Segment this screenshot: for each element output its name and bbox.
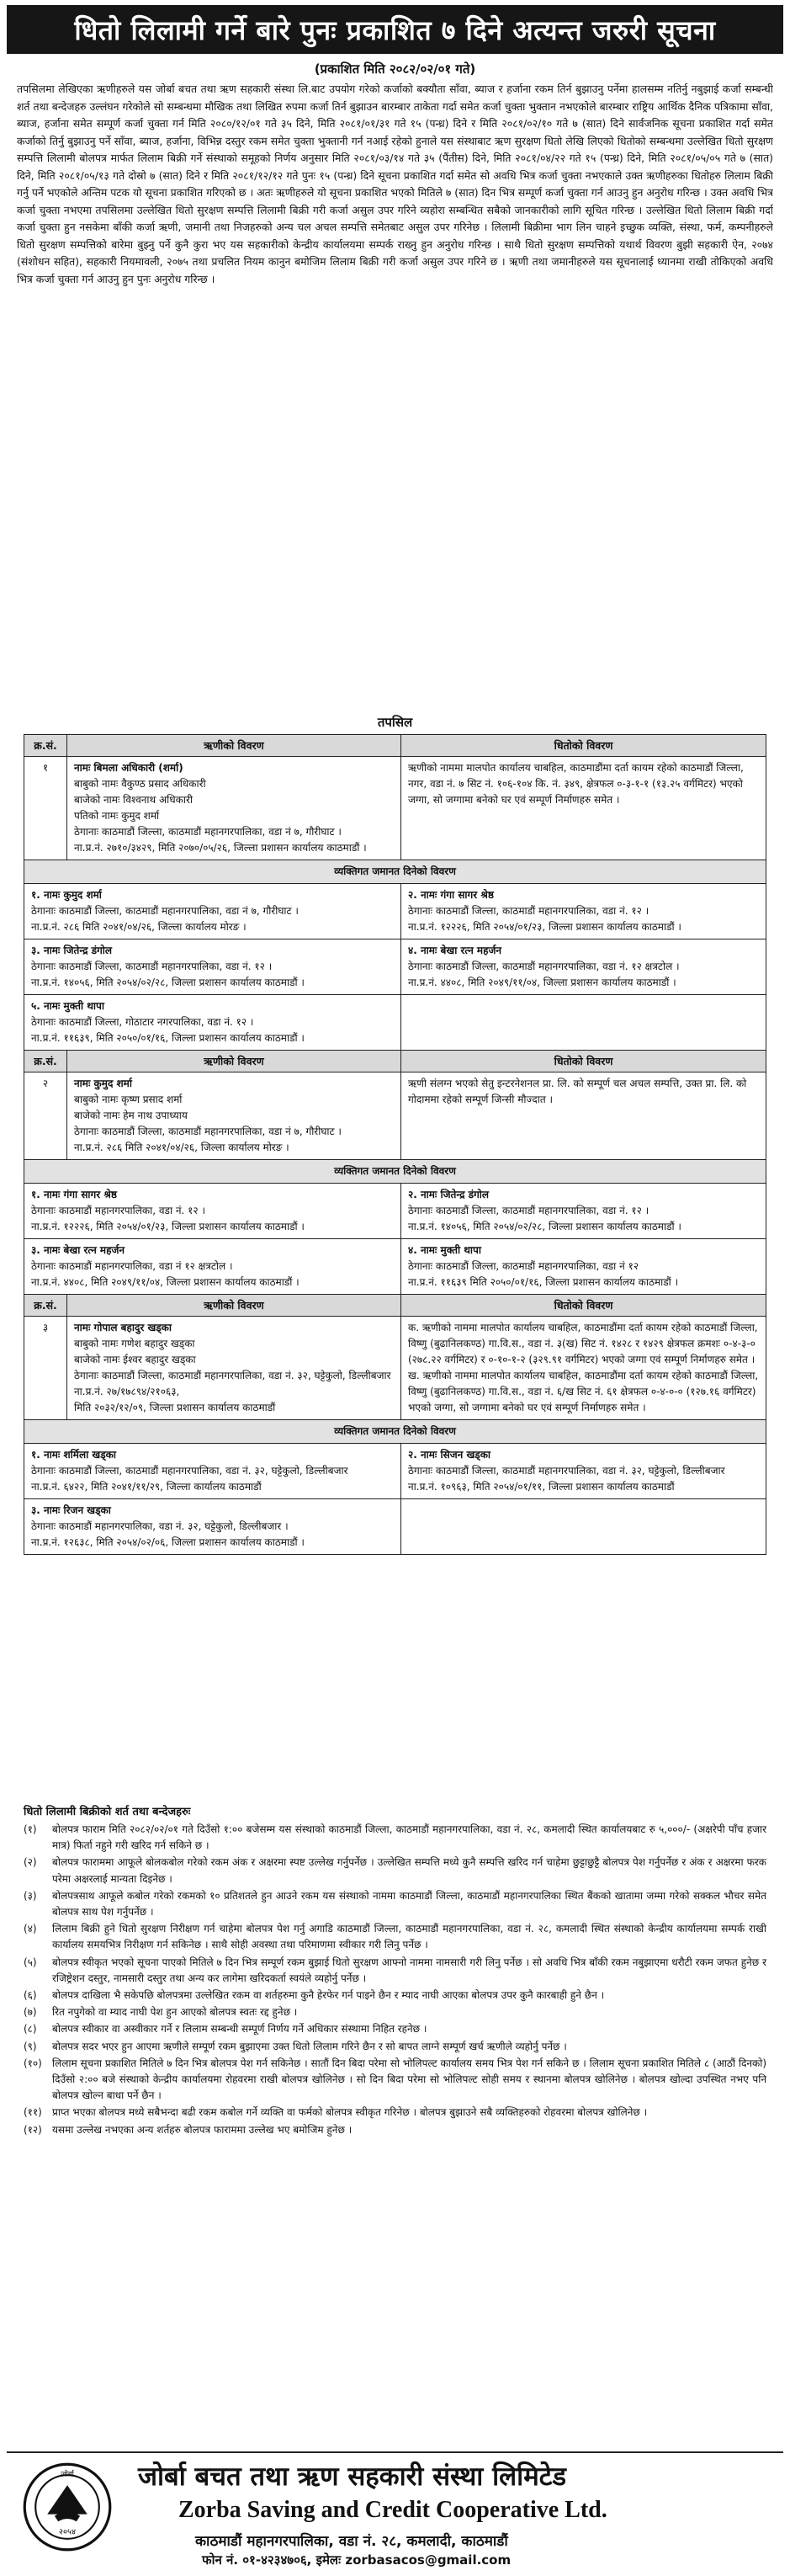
detail-line: ना.प्र.नं. २८६ मिति २०४१/०४/२६, जिल्ला कार्यालय मोरङ ।: [74, 1142, 289, 1153]
detail-line: ठेगानाः काठमाडौं महानगरपालिका, वडा नं. ३२, घट्टेकुलो, डिल्लीबजार ।: [31, 1520, 289, 1532]
term-text: लिलाम सूचना प्रकाशित मितिले ७ दिन भित्र बोलपत्र पेश गर्न सकिनेछ । सातौं दिन बिदा परेमा सो भोलिपल्ट कार्यालय समय भित्र पेश गर्न सकिने छ । लिलाम सूचना प्रकाशित मितिले ८ (आठौं दिनको) दिउँसो २:०० बजे संस्थाको केन्द्रीय कार्यालयमा रोहवरमा राखी बोलपत्र खोलिनेछ । सो दिन बिदा परेमा सो भोलिपल्ट सोही समय र स्थानमा बोलपत्र खोलिनेछ । बोलपत्र खोल्दा उपस्थित नभए पनि बोलपत्र खोल्न बाधा पर्ने छैन ।: [52, 2057, 766, 2102]
guarantor-card: [401, 1184, 766, 1239]
guarantor-card: [24, 1184, 401, 1239]
detail-line: ना.प्र.नं. २८६ मिति २०४१/०४/२६, जिल्ला कार्यालय मोरङ ।: [31, 921, 247, 933]
sn-header: क्र.सं.: [24, 735, 67, 757]
detail-line: ठेगानाः काठमाडौं जिल्ला, काठमाडौं महानगरपालिका, वडा नं. १२ ।: [408, 905, 649, 917]
collateral-details: [401, 1072, 766, 1160]
collateral-header: धितोको विवरण: [401, 735, 766, 757]
detail-line: क. ऋणीको नाममा मालपोत कार्यालय चाबहिल, काठमाडौंमा दर्ता कायम रहेको काठमाडौं जिल्ला, विष्णु (बुढानिलकण्ठ) गा.वि.स., वडा नं. ३(ख) सिट नं. १४२८ र १४२९ क्षेत्रफल क्रमशः ०-४-३-० (२७८.२२ वर्गमिटर) र ०-१०-१-२ (३२९.९१ वर्गमिटर) भएको जग्गा एवं सम्पूर्ण निर्माणहरु समेत ।: [408, 1322, 758, 1365]
term-number: (८): [24, 2023, 37, 2036]
guarantor-card: [401, 1499, 766, 1555]
detail-line: मिति २०३२/१२/०९, जिल्ला प्रशासन कार्यालय काठमाडौं: [74, 1402, 276, 1413]
detail-line: ऋणी संलग्न भएको सेतु इन्टरनेशनल प्रा. लि. को सम्पूर्ण चल अचल सम्पत्ति, उक्त प्रा. लि. को गोदाममा रहेको सम्पूर्ण जिन्सी मौज्दात ।: [408, 1078, 747, 1105]
collateral-header: धितोको विवरण: [401, 1295, 766, 1317]
term-number: (१२): [24, 2123, 42, 2136]
detail-line: ठेगानाः काठमाडौं जिल्ला, काठमाडौं महानगरपालिका, वडा नं ७, गौरीघाट ।: [74, 1126, 342, 1137]
term-item: [24, 1921, 766, 1953]
detail-line: ना.प्र.नं. १४०५६, मिति २०५४/०२/२८, जिल्ला प्रशासन कार्यालय काठमाडौं ।: [31, 977, 305, 988]
term-number: (४): [24, 1923, 37, 1935]
detail-line: बाजेको नामः विश्वनाथ अधिकारी: [74, 794, 193, 806]
term-text: बोलपत्र दाखिला भै सकेपछि बोलपत्रमा उल्लेखित रकम वा शर्तहरुमा कुनै हेरफेर गर्न पाइने छैन र म्याद नाघी आएका बोलपत्र उपर कुनै कारबाही हुने छैन ।: [52, 1989, 605, 2002]
detail-line: पतिको नामः कुमुद शर्मा: [74, 810, 160, 822]
guarantor-header: व्यक्तिगत जमानत दिनेको विवरण: [24, 1160, 766, 1184]
term-item: [24, 2004, 766, 2020]
detail-line: नामः बिमला अधिकारी (शर्मा): [74, 762, 183, 774]
guarantor-card: [401, 1239, 766, 1295]
term-number: (२): [24, 1856, 37, 1869]
detail-line: ठेगानाः काठमाडौं जिल्ला, काठमाडौं महानगरपालिका, वडा नं. ३२, घट्टेकुलो, डिल्लीबजार: [408, 1465, 725, 1477]
detail-line: ठेगानाः काठमाडौं जिल्ला, काठमाडौं महानगरपालिका, वडा नं. ३२, घट्टेकुलो, डिल्लीबजार: [74, 1370, 391, 1381]
terms-list: [24, 1822, 766, 2139]
guarantor-card: [401, 939, 766, 995]
detail-line: ना.प्र.नं. १२२२६, मिति २०५४/०१/२३, जिल्ला प्रशासन कार्यालय काठमाडौं ।: [408, 921, 681, 933]
guarantor-card: [24, 1239, 401, 1295]
term-number: (३): [24, 1889, 37, 1902]
term-number: (१): [24, 1823, 37, 1835]
org-name-nepali: जोर्बा बचत तथा ऋण सहकारी संस्था लिमिटेड: [138, 2462, 566, 2492]
collateral-details: [401, 1317, 766, 1420]
borrower-details: [67, 1072, 401, 1160]
published-date: (प्रकाशित मिति २०८२/०२/०१ गते): [314, 61, 476, 77]
detail-line: ना.प्र.नं. १४०५६, मिति २०५४/०२/२८, जिल्ला प्रशासन कार्यालय काठमाडौं ।: [408, 1221, 681, 1232]
guarantor-card: [401, 884, 766, 939]
term-item: [24, 2122, 766, 2138]
detail-line: ठेगानाः काठमाडौं महानगरपालिका, वडा नं १२ क्षत्रटोल ।: [31, 1260, 233, 1272]
term-number: (७): [24, 2006, 37, 2019]
detail-line: ना.प्र.नं. ४४०८, मिति २०४९/११/०४, जिल्ला प्रशासन कार्यालय काठमाडौं ।: [408, 977, 676, 988]
detail-line: २. नामः गंगा सागर श्रेष्ठ: [408, 889, 494, 901]
notice-title-banner: [7, 5, 783, 54]
detail-line: ५. नामः मुक्ती थापा: [31, 1000, 104, 1012]
guarantor-card: [401, 995, 766, 1051]
terms-title: धितो लिलामी बिक्रीको शर्त तथा बन्देजहरुः: [24, 1806, 191, 1818]
record-sn: १: [24, 757, 67, 860]
borrower-details: [67, 757, 401, 860]
collateral-details: [401, 757, 766, 860]
logo-text: जोर्बा: [61, 2470, 74, 2479]
term-item: [24, 1888, 766, 1920]
term-text: बोलपत्र स्वीकृत भएको सूचना पाएको मितिले ७ दिन भित्र सम्पूर्ण रकम बुझाई धितो सुरक्षण आफ्नो नाममा नामसारी गरी लिनु पर्नेछ । सो अवधि भित्र बाँकी रकम नबुझाएमा धरौटी रकम जफत हुनेछ र रजिष्ट्रेशन दस्तुर, नामसारी दस्तुर तथा अन्य कर लागेमा खरिदकर्ता स्वयंले व्यहोर्नु पर्नेछ ।: [52, 1956, 766, 1984]
term-number: (९): [24, 2040, 37, 2052]
detail-line: ना.प्र.नं. २७१०/३४२९, मिति २०७०/०५/२६, जिल्ला प्रशासन कार्यालय काठमाडौं ।: [74, 842, 367, 854]
detail-line: ठेगानाः काठमाडौं जिल्ला, काठमाडौं महानगरपालिका, वडा नं ७, गौरीघाट ।: [31, 905, 299, 917]
term-text: यसमा उल्लेख नभएका अन्य शर्तहरु बोलपत्र फाराममा उल्लेख भए बमोजिम हुनेछ ।: [52, 2123, 353, 2136]
term-item: [24, 1822, 766, 1854]
guarantor-card: [24, 995, 401, 1051]
term-item: [24, 2021, 766, 2037]
borrower-header: ऋणीको विवरण: [67, 1295, 401, 1317]
guarantor-card: [24, 884, 401, 939]
detail-line: ख. ऋणीको नाममा मालपोत कार्यालय चाबहिल, काठमाडौंमा दर्ता कायम रहेको काठमाडौं जिल्ला, विष्णु (बुढानिलकण्ठ) गा.वि.स., वडा नं. ६/ख सिट नं. ६१ क्षेत्रफल ०-४-०-० (१२७.१६ वर्गमिटर) भएको जग्गा, सो जग्गामा बनेको घर एवं सम्पूर्ण निर्माणहरु समेत ।: [408, 1370, 759, 1413]
collateral-detail-table: [24, 734, 766, 1555]
detail-line: ठेगानाः काठमाडौं जिल्ला, काठमाडौं महानगरपालिका, वडा नं ७, गौरीघाट ।: [74, 826, 342, 838]
guarantor-card: [24, 1444, 401, 1499]
term-item: [24, 1955, 766, 1987]
term-item: [24, 2039, 766, 2055]
detail-line: ना.प्र.नं. ४४०८, मिति २०४९/११/०४, जिल्ला प्रशासन कार्यालय काठमाडौं ।: [31, 1276, 300, 1288]
detail-line: ऋणीको नाममा मालपोत कार्यालय चाबहिल, काठमाडौंमा दर्ता कायम रहेको काठमाडौं जिल्ला, नगर, वडा नं. ७ सिट नं. १०६-१०४ कि. नं. ३४९, क्षेत्रफल ०-३-१-१ (१३.२५ वर्गमिटर) भएको जग्गा, सो जग्गामा बनेको घर एवं सम्पूर्ण निर्माणहरु समेत ।: [408, 762, 744, 806]
term-number: (११): [24, 2106, 42, 2119]
detail-line: ना.प्र.नं. १०९६३, मिति २०५४/०१/११, जिल्ला प्रशासन कार्यालय काठमाडौं: [408, 1481, 675, 1493]
term-number: (५): [24, 1956, 37, 1968]
tapsil-heading: तपसिल: [377, 715, 413, 730]
detail-line: ना.प्र.नं. १२६३८, मिति २०५४/०२/०६, जिल्ला प्रशासन कार्यालय काठमाडौं ।: [31, 1536, 305, 1548]
detail-line: १. नामः गंगा सागर श्रेष्ठ: [31, 1189, 117, 1200]
detail-line: बाजेको नामः ईश्वर बहादुर खड्का: [74, 1354, 196, 1365]
guarantor-header: व्यक्तिगत जमानत दिनेको विवरण: [24, 860, 766, 884]
term-text: बोलपत्र फाराम मिति २०८२/०२/०१ गते दिउँसो १:०० बजेसम्म यस संस्थाको काठमाडौं जिल्ला, काठमाडौं महानगरपालिका, वडा नं. २८, कमलादी स्थित कार्यालयबाट रु ५,०००/- (अक्षरेपी पाँच हजार मात्र) फिर्ता नहुने गरी खरिद गर्न सकिने छ ।: [52, 1823, 766, 1852]
org-address: काठमाडौं महानगरपालिका, वडा नं. २८, कमलादी, काठमाडौं: [195, 2533, 508, 2550]
detail-line: ४. नामः मुक्ती थापा: [408, 1244, 481, 1256]
detail-line: बाजेको नामः हेम नाथ उपाध्याय: [74, 1110, 188, 1121]
detail-line: ४. नामः बेखा रत्न महर्जन: [408, 945, 502, 956]
term-text: बोलपत्र फाराममा आफूले बोलकबोल गरेको रकम अंक र अक्षरमा स्पष्ट उल्लेख गर्नुपर्नेछ । उल्लेखित सम्पत्ति मध्ये कुनै सम्पत्ति खरिद गर्न चाहेमा छुट्टाछुट्टै बोलपत्र पेश गर्नुपर्नेछ र अंक र अक्षरमा फरक परेमा अक्षरलाई मान्यता दिइनेछ ।: [52, 1856, 766, 1885]
intro-paragraph: तपसिलमा लेखिएका ऋणीहरुले यस जोर्बा बचत तथा ऋण सहकारी संस्था लि.बाट उपयोग गरेको कर्जाको बक्यौता साँवा, ब्याज र हर्जाना रकम तिर्न बुझाउनु पर्नेमा हालसम्म नतिर्नु नबुझाई कर्जा सम्बन्धी शर्त तथा बन्देजहरु उल्लंघन गरेकोले सो सम्बन्धमा मौखिक तथा लिखित रुपमा कर्जा तिर्न बुझाउन बारम्बार ताकेता गर्दा समेत कर्जा चुक्ता भुक्तान नभएकोले बारम्बार राष्ट्रिय आर्थिक दैनिक पत्रिकामा साँवा, ब्याज, हर्जाना समेत सम्पूर्ण कर्जा चुक्ता गर्न मिति २०८०/१२/०१ गते ३५ दिने, मिति २०८१/०१/३१ गते १५ (पन्ध्र) दिने र मिति २०८१/०२/१० गते ७ (सात) दिने सार्वजनिक सूचना प्रकाशित गर्दा समेत कर्जाको तिर्नु बुझाउनु पर्ने साँवा, ब्याज, हर्जाना, विभिन्न दस्तुर रकम समेत चुक्ता भुक्तानी गर्न नआई रहेको हुनाले यस संस्थाबाट ऋण सुरक्षण धितो लेखि लिएको धितोको सम्बन्धमा उल्लेखित धितो सुरक्षण सम्पत्ति लिलामी बोलपत्र मार्फत लिलाम बिक्री गर्ने संस्थाको समूहको निर्णय अनुसार मिति २०८१/०३/१४ गते ३५ (पैंतीस) दिने, मिति २०८१/०४/२२ गते १५ (पन्ध्र) दिने, मिति २०८१/०५/०५ गते ७ (सात) दिने, मिति २०८१/०५/१३ गते दोस्रो ७ (सात) दिने र मिति २०८१/१२/१२ गते पुनः १५ (पन्ध्र) दिने सूचना प्रकाशित गर्दा समेत सो अवधि भित्र कर्जा चुक्ता नभएकाले उक्त ऋणीहरुका धितोहरु लिलाम बिक्री गर्नु पर्ने भएकोले अन्तिम पटक यो सूचना प्रकाशित गरिएको छ । अतः ऋणीहरुले यो सूचना प्रकाशित भएको मितिले ७ (सात) दिन भित्र सम्पूर्ण कर्जा चुक्ता गर्न आउनु हुन अनुरोध गरिन्छ । उक्त अवधि भित्र कर्जा चुक्ता नभएमा तपसिलमा उल्लेखित धितो सुरक्षण सम्पत्ति लिलामी बिक्री गरी कर्जा असुल उपर गरिने व्यहोरा सम्बन्धित सबैको जानकारीको लागि सूचित गरिन्छ । उल्लेखित धितो लिलाम बिक्री गर्दा कर्जा चुक्ता हुन नसकेमा बाँकी कर्जा ऋणी, जमानी तथा निजहरुको अन्य चल अचल सम्पत्ति समेतबाट असुल उपर गरिनेछ । लिलामी बिक्रीमा भाग लिन चाहने इच्छुक व्यक्ति, संस्था, फर्म, कम्पनीहरुले धितो सुरक्षण सम्पत्तिको बारेमा बुझ्नु पर्ने कुनै कुरा भए यस सहकारीको केन्द्रीय कार्यालयमा सम्पर्क राख्नु हुन अनुरोध गरिन्छ । साथै धितो सुरक्षण सम्पत्तिको यथार्थ विवरण बुझी सहकारी ऐन, २०७४ (संशोधन सहित), सहकारी नियमावली, २०७५ तथा प्रचलित नियम कानुन बमोजिम लिलाम बिक्री गरी कर्जा असुल उपर गरिने छ । ऋणी तथा जमानीहरुले यस सूचनालाई ध्यानमा राखी तोकिएको अवधि भित्र कर्जा चुक्ता गर्न आउनु हुन पुनः अनुरोध गरिन्छ ।: [17, 82, 773, 285]
record-sn: ३: [24, 1317, 67, 1420]
guarantor-header: व्यक्तिगत जमानत दिनेको विवरण: [24, 1420, 766, 1444]
guarantor-card: [24, 1499, 401, 1555]
detail-line: ठेगानाः काठमाडौं जिल्ला, काठमाडौं महानगरपालिका, वडा नं. १२ ।: [31, 961, 273, 972]
detail-line: बाबुको नामः कृष्ण प्रसाद शर्मा: [74, 1094, 183, 1105]
detail-line: ३. नामः जितेन्द्र डंगोल: [31, 945, 113, 956]
term-text: लिलाम बिक्री हुने धितो सुरक्षण निरीक्षण गर्न चाहेमा बोलपत्र पेश गर्नु अगाडि काठमाडौं जिल्ला, काठमाडौं महानगरपालिका, वडा नं. २८, कमलादी स्थित संस्थाको केन्द्रीय कार्यालयमा सम्पर्क राखी कार्यालय समयभित्र निरीक्षण गर्न सकिनेछ । साथै सोही अवस्था तथा परिमाणमा स्वीकार गरी लिनु पर्नेछ ।: [52, 1923, 766, 1951]
detail-line: ना.प्र.नं. ६४२२, मिति २०४१/११/२९, जिल्ला कार्यालय काठमाडौं: [31, 1481, 262, 1493]
detail-line: ठेगानाः काठमाडौं जिल्ला, गोठाटार नगरपालिका, वडा नं. १२ ।: [31, 1016, 254, 1028]
term-number: (१०): [24, 2057, 42, 2069]
detail-line: १. नामः कुमुद शर्मा: [31, 889, 102, 901]
detail-line: ठेगानाः काठमाडौं जिल्ला, काठमाडौं महानगरपालिका, वडा नं. १२ क्षत्रटोल ।: [408, 961, 680, 972]
borrower-header: ऋणीको विवरण: [67, 735, 401, 757]
guarantor-card: [24, 939, 401, 995]
borrower-header: ऋणीको विवरण: [67, 1051, 401, 1072]
detail-line: ठेगानाः काठमाडौं जिल्ला, काठमाडौं महानगरपालिका, वडा नं. १२ ।: [408, 1205, 649, 1216]
detail-line: ना.प्र.नं. १२२२६, मिति २०५४/०१/२३, जिल्ला प्रशासन कार्यालय काठमाडौं ।: [31, 1221, 305, 1232]
detail-line: नामः कुमुद शर्मा: [74, 1078, 132, 1089]
detail-line: २. नामः सिजन खड्का: [408, 1449, 491, 1461]
guarantor-card: [401, 1444, 766, 1499]
notice-title: धितो लिलामी गर्ने बारे पुनः प्रकाशित ७ दिने अत्यन्त जरुरी सूचना: [74, 13, 716, 46]
detail-line: २. नामः जितेन्द्र डंगोल: [408, 1189, 490, 1200]
term-text: बोलपत्र सदर भएर हुन आएमा ऋणीले सम्पूर्ण रकम बुझाएमा उक्त धितो लिलाम गरिने छैन र सो बापत लाग्ने सम्पूर्ण खर्च ऋणीले व्यहोर्नु पर्नेछ ।: [52, 2040, 567, 2052]
term-number: (६): [24, 1989, 37, 2002]
org-name-english: Zorba Saving and Credit Cooperative Ltd.: [178, 2497, 607, 2523]
logo-year: २०५४: [58, 2527, 77, 2537]
detail-line: ना.प्र.नं. ११६३९, मिति २०५०/०१/१६, जिल्ला प्रशासन कार्यालय काठमाडौं ।: [31, 1032, 305, 1044]
organization-footer: [7, 2451, 783, 2571]
detail-line: ठेगानाः काठमाडौं जिल्ला, काठमाडौं महानगरपालिका, वडा नं १२: [408, 1260, 639, 1272]
detail-line: बाबुको नामः गणेश बहादुर खड्का: [74, 1338, 195, 1349]
detail-line: बाबुको नामः वैकुण्ठ प्रसाद अधिकारी: [74, 778, 206, 790]
detail-line: ना.प्र.नं. २७/१७८९४/२१०६३,: [74, 1386, 180, 1397]
detail-line: ३. नामः बेखा रत्न महर्जन: [31, 1244, 125, 1256]
detail-line: ३. नामः रिजन खड्का: [31, 1504, 111, 1516]
cooperative-logo: [22, 2462, 113, 2552]
sn-header: क्र.सं.: [24, 1295, 67, 1317]
collateral-header: धितोको विवरण: [401, 1051, 766, 1072]
term-text: रित नपुगेको वा म्याद नाघी पेश हुन आएको बोलपत्र स्वतः रद्द हुनेछ ।: [52, 2006, 298, 2019]
term-item: [24, 1988, 766, 2004]
record-sn: २: [24, 1072, 67, 1160]
term-item: [24, 2105, 766, 2121]
term-item: [24, 2056, 766, 2105]
detail-line: १. नामः शर्मिला खड्का: [31, 1449, 116, 1461]
borrower-details: [67, 1317, 401, 1420]
term-text: प्राप्त भएका बोलपत्र मध्ये सबैभन्दा बढी रकम कबोल गर्ने व्यक्ति वा फर्मको बोलपत्र स्वीकृत गरिनेछ । बोलपत्र बुझाउने सबै व्यक्तिहरुको रोहवरमा बोलपत्र खोलिनेछ ।: [52, 2106, 648, 2119]
term-item: [24, 1855, 766, 1887]
term-text: बोलपत्रसाथ आफूले कबोल गरेको रकमको १० प्रतिशतले हुन आउने रकम यस संस्थाको नाममा काठमाडौं जिल्ला, काठमाडौं महानगरपालिका स्थित बैंकको खातामा जम्मा गरेको सक्कल भौचर समेत बोलपत्र साथ पेश गर्नुपर्नेछ ।: [52, 1889, 766, 1919]
detail-line: ना.प्र.नं. ११६३९ मिति २०५०/०१/१६, जिल्ला प्रशासन कार्यालय काठमाडौं ।: [408, 1276, 679, 1288]
org-contact: फोन नं. ०१-४२३४७०६, इमेलः zorbasacos@gmail.com: [202, 2552, 512, 2568]
term-text: बोलपत्र स्वीकार वा अस्वीकार गर्ने र लिलाम सम्बन्धी सम्पूर्ण निर्णय गर्ने अधिकार संस्थामा निहित रहनेछ ।: [52, 2023, 427, 2036]
detail-line: नामः गोपाल बहादुर खड्का: [74, 1322, 172, 1333]
detail-line: ठेगानाः काठमाडौं महानगरपालिका, वडा नं. १२ ।: [31, 1205, 206, 1216]
detail-line: ठेगानाः काठमाडौं जिल्ला, काठमाडौं महानगरपालिका, वडा नं. ३२, घट्टेकुलो, डिल्लीबजार: [31, 1465, 348, 1477]
sn-header: क्र.सं.: [24, 1051, 67, 1072]
